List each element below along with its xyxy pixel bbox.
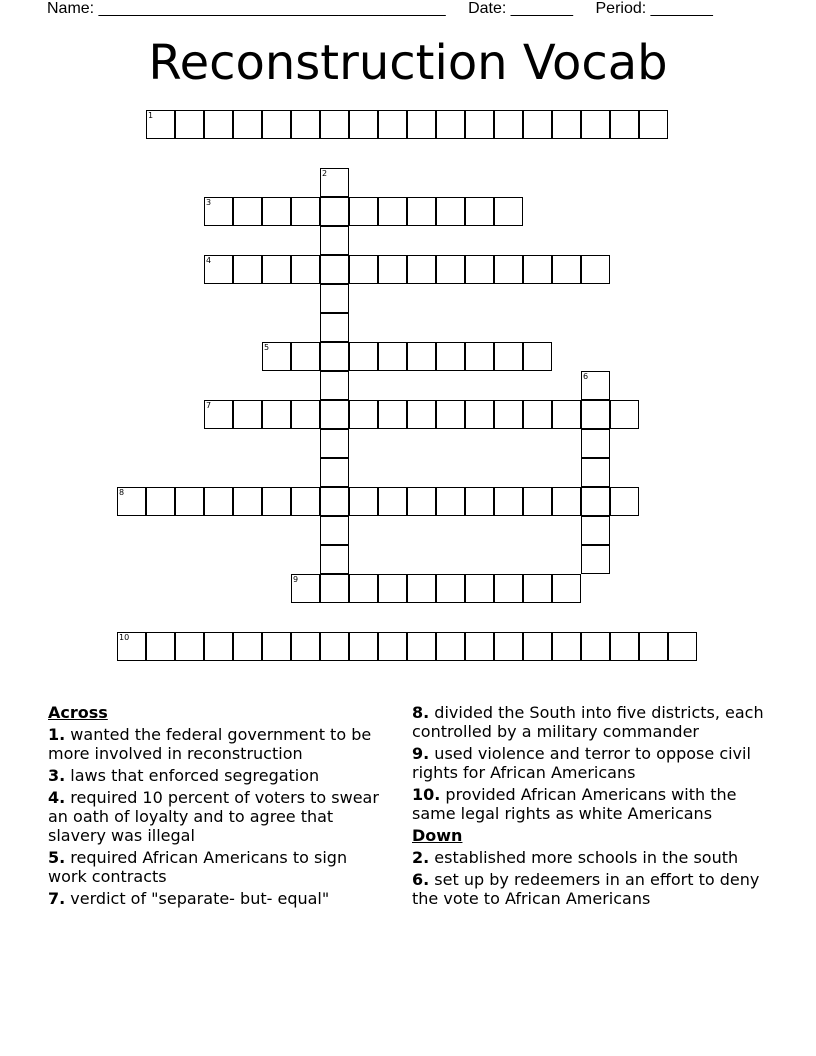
clue-number-2: 2: [322, 169, 328, 178]
student-info-header: [47, 0, 731, 18]
grid-cell[interactable]: [407, 197, 436, 226]
grid-cell[interactable]: [204, 197, 233, 226]
grid-cell[interactable]: [233, 110, 262, 139]
grid-cell[interactable]: [465, 574, 494, 603]
clue-across-1: 1. wanted the federal government to be more involved in reconstruction: [48, 725, 372, 763]
grid-cell[interactable]: [378, 110, 407, 139]
grid-cell[interactable]: [262, 632, 291, 661]
grid-cell[interactable]: [320, 313, 349, 342]
grid-cell[interactable]: [378, 632, 407, 661]
grid-cell[interactable]: [233, 255, 262, 284]
grid-cell[interactable]: [320, 516, 349, 545]
grid-cell[interactable]: [262, 255, 291, 284]
grid-cell[interactable]: [349, 197, 378, 226]
grid-cell[interactable]: [523, 574, 552, 603]
grid-cell[interactable]: [494, 487, 523, 516]
grid-cell[interactable]: [552, 487, 581, 516]
grid-cell[interactable]: [552, 574, 581, 603]
grid-cell[interactable]: [581, 371, 610, 400]
clue-across-3: 3. laws that enforced segregation: [48, 766, 320, 785]
grid-cell[interactable]: [117, 632, 146, 661]
grid-cell[interactable]: [204, 632, 233, 661]
grid-cell[interactable]: [581, 429, 610, 458]
grid-cell[interactable]: [494, 632, 523, 661]
grid-cell[interactable]: [233, 400, 262, 429]
clue-down-2: 2. established more schools in the south: [412, 848, 739, 867]
grid-cell[interactable]: [465, 197, 494, 226]
grid-cell[interactable]: [552, 632, 581, 661]
grid-cell[interactable]: [436, 632, 465, 661]
grid-cell[interactable]: [465, 342, 494, 371]
grid-cell[interactable]: [407, 632, 436, 661]
grid-cell[interactable]: [117, 487, 146, 516]
grid-cell[interactable]: [581, 400, 610, 429]
grid-cell[interactable]: [349, 487, 378, 516]
grid-cell[interactable]: [233, 197, 262, 226]
grid-cell[interactable]: [494, 574, 523, 603]
grid-cell[interactable]: [523, 487, 552, 516]
clue-number-9: 9: [293, 575, 299, 584]
clue-down-6: 6. set up by redeemers in an effort to deny the vote to African Americans: [412, 870, 760, 908]
grid-cell[interactable]: [610, 110, 639, 139]
grid-cell[interactable]: [320, 168, 349, 197]
grid-cell[interactable]: [494, 400, 523, 429]
clue-across-9: 9. used violence and terror to oppose civil rights for African Americans: [412, 744, 751, 782]
across-heading: Across: [48, 703, 108, 722]
grid-cell[interactable]: [581, 545, 610, 574]
grid-cell[interactable]: [291, 487, 320, 516]
grid-cell[interactable]: [146, 487, 175, 516]
grid-cell[interactable]: [349, 400, 378, 429]
grid-cell[interactable]: [552, 400, 581, 429]
grid-cell[interactable]: [610, 487, 639, 516]
clue-across-4: 4. required 10 percent of voters to swear an oath of loyalty and to agree that slavery was illegal: [48, 788, 379, 845]
grid-cell[interactable]: [436, 110, 465, 139]
clue-across-5: 5. required African Americans to sign work contracts: [48, 848, 348, 886]
grid-cell[interactable]: [494, 110, 523, 139]
grid-cell[interactable]: [204, 255, 233, 284]
grid-cell[interactable]: [291, 342, 320, 371]
grid-cell[interactable]: [465, 255, 494, 284]
clue-across-10: 10. provided African Americans with the same legal rights as white Americans: [412, 785, 737, 823]
grid-cell[interactable]: [378, 342, 407, 371]
clues-column-left: [48, 703, 388, 911]
grid-cell[interactable]: [175, 632, 204, 661]
grid-cell[interactable]: [465, 400, 494, 429]
clue-number-1: 1: [148, 111, 154, 120]
grid-cell[interactable]: [320, 487, 349, 516]
grid-cell[interactable]: [349, 574, 378, 603]
clue-number-5: 5: [264, 343, 270, 352]
grid-cell[interactable]: [581, 458, 610, 487]
grid-cell[interactable]: [320, 110, 349, 139]
grid-cell[interactable]: [407, 487, 436, 516]
clue-number-6: 6: [583, 372, 589, 381]
page-title: Reconstruction Vocab: [148, 35, 668, 91]
clue-across-8: 8. divided the South into five districts, each controlled by a military commander: [412, 703, 764, 741]
grid-cell[interactable]: [204, 110, 233, 139]
grid-cell[interactable]: [436, 255, 465, 284]
grid-cell[interactable]: [552, 110, 581, 139]
grid-cell[interactable]: [581, 632, 610, 661]
clue-number-8: 8: [119, 488, 125, 497]
date-field-label[interactable]: Date: _______: [468, 0, 574, 17]
grid-cell[interactable]: [320, 371, 349, 400]
grid-cell[interactable]: [349, 110, 378, 139]
period-field-label[interactable]: Period: _______: [595, 0, 713, 17]
grid-cell[interactable]: [204, 400, 233, 429]
grid-cell[interactable]: [610, 632, 639, 661]
grid-cell[interactable]: [465, 110, 494, 139]
grid-cell[interactable]: [175, 110, 204, 139]
grid-cell[interactable]: [262, 197, 291, 226]
grid-cell[interactable]: [494, 197, 523, 226]
grid-cell[interactable]: [349, 632, 378, 661]
clue-number-10: 10: [119, 633, 130, 642]
grid-cell[interactable]: [610, 400, 639, 429]
grid-cell[interactable]: [146, 632, 175, 661]
clue-number-7: 7: [206, 401, 212, 410]
grid-cell[interactable]: [436, 400, 465, 429]
grid-cell[interactable]: [233, 487, 262, 516]
grid-cell[interactable]: [378, 400, 407, 429]
grid-cell[interactable]: [320, 545, 349, 574]
grid-cell[interactable]: [204, 487, 233, 516]
grid-cell[interactable]: [581, 487, 610, 516]
grid-cell[interactable]: [320, 255, 349, 284]
grid-cell[interactable]: [407, 255, 436, 284]
grid-cell[interactable]: [349, 342, 378, 371]
grid-cell[interactable]: [378, 255, 407, 284]
grid-cell[interactable]: [291, 400, 320, 429]
grid-cell[interactable]: [523, 342, 552, 371]
grid-cell[interactable]: [320, 632, 349, 661]
grid-cell[interactable]: [494, 255, 523, 284]
grid-cell[interactable]: [581, 110, 610, 139]
down-heading: Down: [412, 826, 463, 845]
name-field-label[interactable]: Name: _______________________________________: [47, 0, 446, 17]
grid-cell[interactable]: [639, 632, 668, 661]
grid-cell[interactable]: [291, 255, 320, 284]
grid-cell[interactable]: [349, 255, 378, 284]
grid-cell[interactable]: [291, 110, 320, 139]
grid-cell[interactable]: [320, 574, 349, 603]
grid-cell[interactable]: [523, 255, 552, 284]
grid-cell[interactable]: [262, 110, 291, 139]
grid-cell[interactable]: [320, 400, 349, 429]
grid-cell[interactable]: [378, 574, 407, 603]
grid-cell[interactable]: [523, 110, 552, 139]
grid-cell[interactable]: [494, 342, 523, 371]
grid-cell[interactable]: [436, 574, 465, 603]
grid-cell[interactable]: [581, 255, 610, 284]
grid-cell[interactable]: [523, 400, 552, 429]
grid-cell[interactable]: [436, 197, 465, 226]
grid-cell[interactable]: [175, 487, 204, 516]
grid-cell[interactable]: [407, 400, 436, 429]
clue-number-4: 4: [206, 256, 212, 265]
grid-cell[interactable]: [291, 632, 320, 661]
clue-across-7: 7. verdict of "separate- but- equal": [48, 889, 330, 908]
grid-cell[interactable]: [320, 458, 349, 487]
grid-cell[interactable]: [262, 342, 291, 371]
clue-number-3: 3: [206, 198, 212, 207]
grid-cell[interactable]: [552, 255, 581, 284]
grid-cell[interactable]: [523, 632, 552, 661]
grid-cell[interactable]: [407, 110, 436, 139]
grid-cell[interactable]: [291, 197, 320, 226]
grid-cell[interactable]: [668, 632, 697, 661]
grid-cell[interactable]: [320, 342, 349, 371]
grid-cell[interactable]: [320, 429, 349, 458]
grid-cell[interactable]: [378, 487, 407, 516]
grid-cell[interactable]: [233, 632, 262, 661]
grid-cell[interactable]: [407, 574, 436, 603]
grid-cell[interactable]: [581, 516, 610, 545]
clues-column-right: [412, 703, 777, 911]
grid-cell[interactable]: [465, 632, 494, 661]
grid-cell[interactable]: [639, 110, 668, 139]
grid-cell[interactable]: [146, 110, 175, 139]
grid-cell[interactable]: [436, 487, 465, 516]
grid-cell[interactable]: [262, 400, 291, 429]
grid-cell[interactable]: [262, 487, 291, 516]
grid-cell[interactable]: [407, 342, 436, 371]
grid-cell[interactable]: [436, 342, 465, 371]
grid-cell[interactable]: [320, 226, 349, 255]
grid-cell[interactable]: [291, 574, 320, 603]
grid-cell[interactable]: [320, 284, 349, 313]
grid-cell[interactable]: [320, 197, 349, 226]
grid-cell[interactable]: [465, 487, 494, 516]
grid-cell[interactable]: [378, 197, 407, 226]
